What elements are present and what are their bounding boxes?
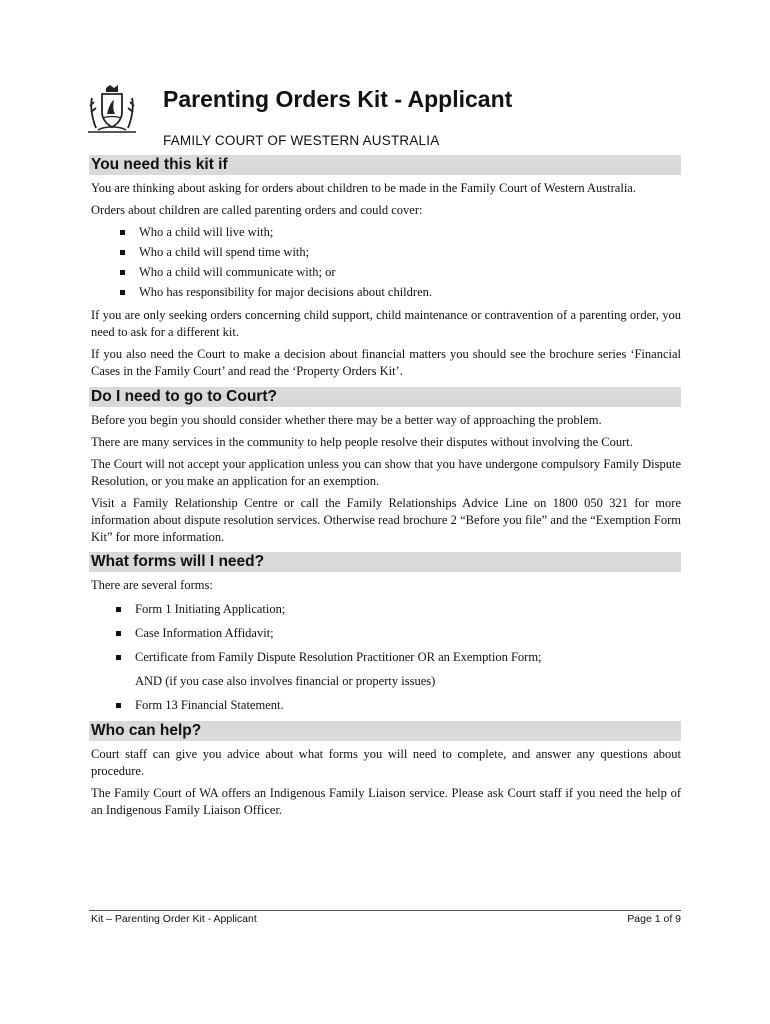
paragraph: Before you begin you should consider whether there may be a better way of approaching the problem.: [91, 413, 602, 427]
list-item: Certificate from Family Dispute Resolution Practitioner OR an Exemption Form;: [89, 649, 681, 666]
section-heading-go-to-court: Do I need to go to Court?: [89, 387, 681, 407]
footer-doc-name: Kit – Parenting Order Kit - Applicant: [91, 913, 257, 925]
parenting-orders-list: [89, 224, 681, 301]
section-heading-need-kit: You need this kit if: [89, 155, 681, 175]
paragraph: If you also need the Court to make a decision about financial matters you should see the brochure series ‘Financial Cases in the Family Court’ and read the ‘Property Orders Kit’.: [91, 347, 681, 378]
paragraph: The Court will not accept your application unless you can show that you have undergone compulsory Family Dispute Resolution, or you make an application for an exemption.: [91, 457, 681, 488]
paragraph: If you are only seeking orders concerning child support, child maintenance or contravention of a parenting order, you need to ask for a different kit.: [91, 308, 681, 339]
coat-of-arms-logo: [86, 84, 138, 134]
paragraph: Visit a Family Relationship Centre or call the Family Relationships Advice Line on 1800 050 321 for more information about dispute resolution services. Otherwise read brochure 2 “Before you file” and the “Exemption Form Kit” for more information.: [91, 496, 681, 544]
footer-divider: [89, 910, 681, 911]
paragraph: You are thinking about asking for orders about children to be made in the Family Court of Western Australia.: [91, 181, 636, 195]
list-item: Who a child will live with;: [89, 224, 681, 241]
paragraph: There are many services in the community to help people resolve their disputes without involving the Court.: [91, 435, 633, 449]
paragraph: There are several forms:: [91, 578, 213, 592]
list-item: Who has responsibility for major decisions about children.: [89, 284, 681, 301]
paragraph: The Family Court of WA offers an Indigenous Family Liaison service. Please ask Court staff if you need the help of an Indigenous Family Liaison Officer.: [91, 786, 681, 817]
list-item: Who a child will communicate with; or: [89, 264, 681, 281]
list-item: Who a child will spend time with;: [89, 244, 681, 261]
document-body: [89, 155, 681, 824]
paragraph: Orders about children are called parenting orders and could cover:: [91, 203, 423, 217]
section-heading-help: Who can help?: [89, 721, 681, 741]
section-heading-forms: What forms will I need?: [89, 552, 681, 572]
list-item: Form 1 Initiating Application;: [89, 601, 681, 618]
document-title: Parenting Orders Kit - Applicant: [163, 86, 513, 112]
page-number: Page 1 of 9: [627, 913, 681, 925]
paragraph: Court staff can give you advice about what forms you will need to complete, and answer any questions about procedure.: [91, 747, 681, 778]
forms-list: [89, 601, 681, 714]
list-note: AND (if you case also involves financial or property issues): [135, 674, 436, 688]
list-item: Case Information Affidavit;: [89, 625, 681, 642]
court-name: FAMILY COURT OF WESTERN AUSTRALIA: [163, 133, 440, 148]
list-item: Form 13 Financial Statement.: [89, 697, 681, 714]
